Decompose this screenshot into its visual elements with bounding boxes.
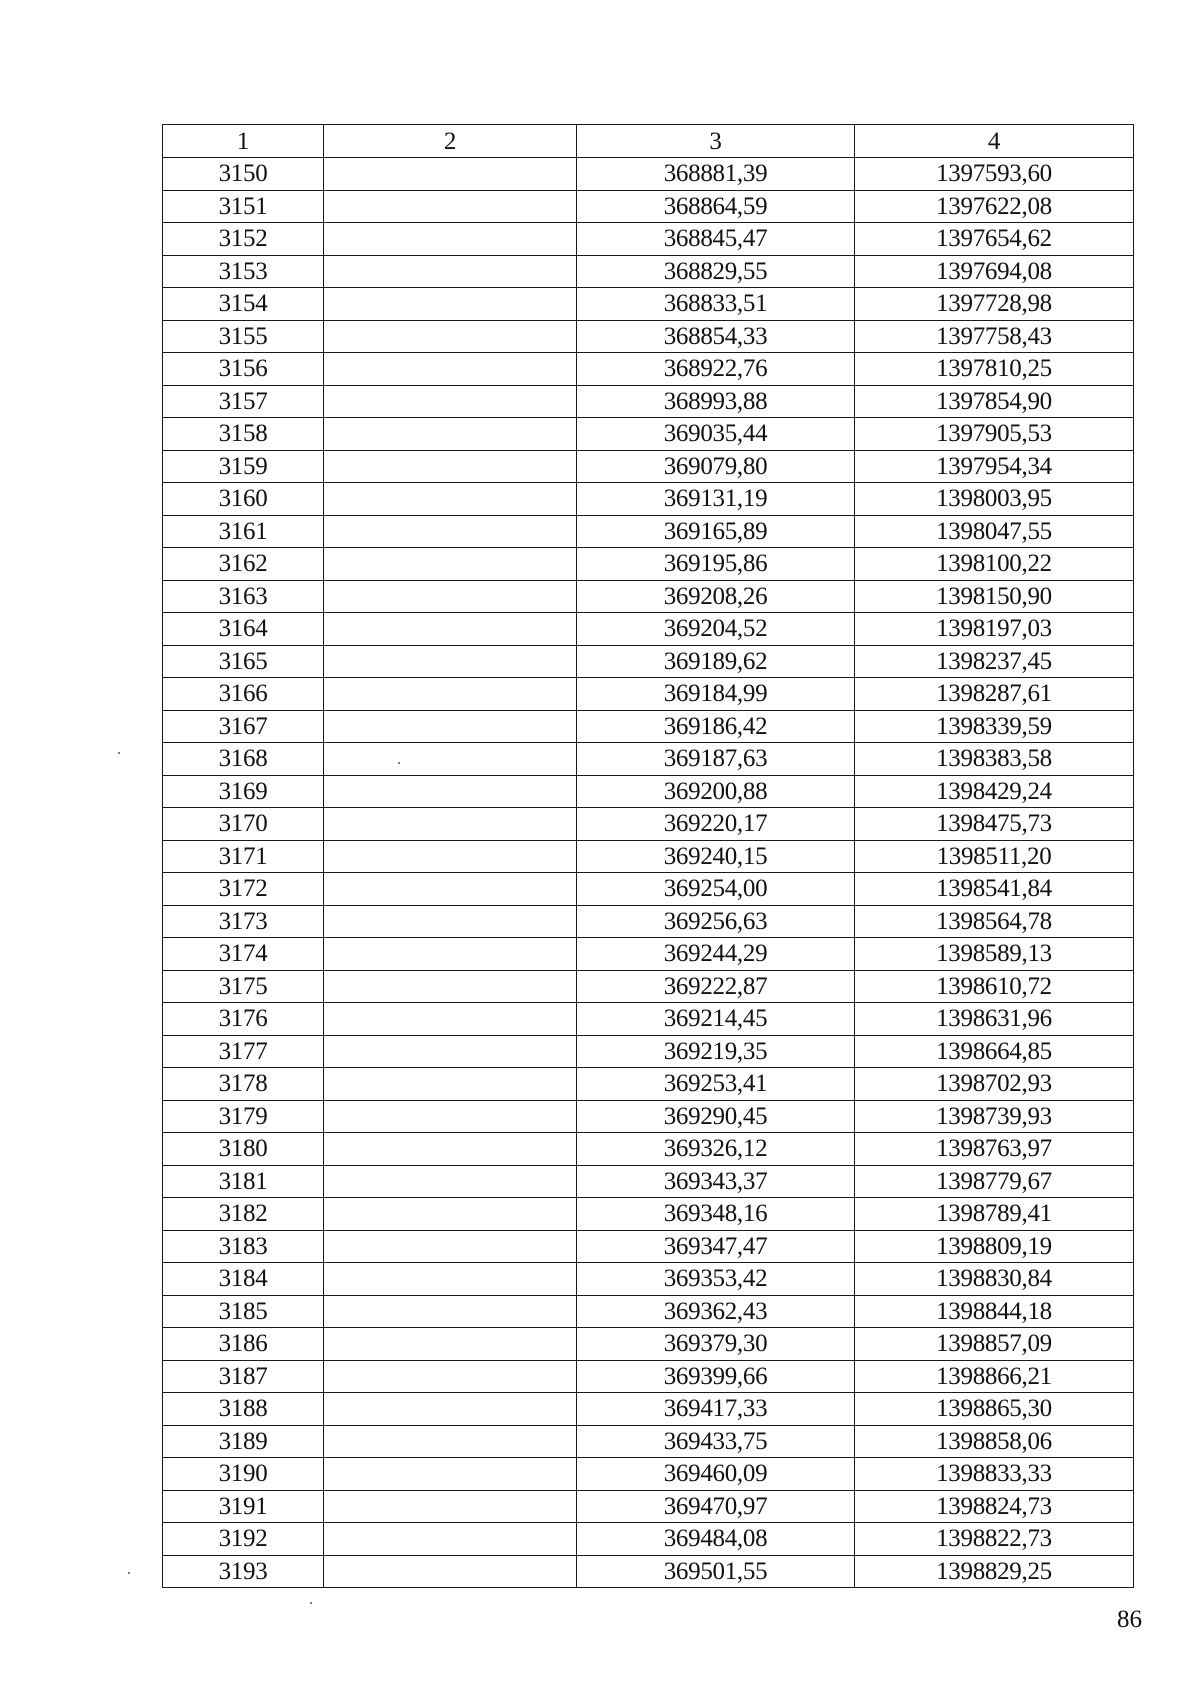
point-number-cell: 3161 (163, 515, 324, 548)
point-number-cell: 3191 (163, 1490, 324, 1523)
scan-speck (310, 1602, 312, 1604)
point-number-cell: 3183 (163, 1230, 324, 1263)
table-row (163, 1295, 1134, 1328)
x-coordinate-cell: 369240,15 (577, 840, 855, 873)
y-coordinate-cell: 1398511,20 (855, 840, 1134, 873)
y-coordinate-cell: 1398702,93 (855, 1068, 1134, 1101)
x-coordinate-cell: 369290,45 (577, 1100, 855, 1133)
blank-cell (324, 1230, 577, 1263)
table-row (163, 1263, 1134, 1296)
point-number-cell: 3163 (163, 580, 324, 613)
blank-cell (324, 288, 577, 321)
x-coordinate-cell: 368854,33 (577, 320, 855, 353)
y-coordinate-cell: 1397758,43 (855, 320, 1134, 353)
point-number-cell: 3179 (163, 1100, 324, 1133)
blank-cell (324, 1295, 577, 1328)
point-number-cell: 3186 (163, 1328, 324, 1361)
page-number: 86 (1117, 1606, 1142, 1633)
y-coordinate-cell: 1398844,18 (855, 1295, 1134, 1328)
y-coordinate-cell: 1398631,96 (855, 1003, 1134, 1036)
x-coordinate-cell: 369417,33 (577, 1393, 855, 1426)
blank-cell (324, 1100, 577, 1133)
y-coordinate-cell: 1398610,72 (855, 970, 1134, 1003)
y-coordinate-cell: 1398197,03 (855, 613, 1134, 646)
blank-cell (324, 1425, 577, 1458)
point-number-cell: 3189 (163, 1425, 324, 1458)
scan-speck (398, 762, 400, 764)
y-coordinate-cell: 1398589,13 (855, 938, 1134, 971)
table-row (163, 873, 1134, 906)
point-number-cell: 3176 (163, 1003, 324, 1036)
blank-cell (324, 873, 577, 906)
blank-cell (324, 548, 577, 581)
y-coordinate-cell: 1398100,22 (855, 548, 1134, 581)
table-row (163, 580, 1134, 613)
y-coordinate-cell: 1398564,78 (855, 905, 1134, 938)
table-row (163, 1035, 1134, 1068)
blank-cell (324, 255, 577, 288)
x-coordinate-cell: 369208,26 (577, 580, 855, 613)
table-row (163, 320, 1134, 353)
point-number-cell: 3188 (163, 1393, 324, 1426)
point-number-cell: 3165 (163, 645, 324, 678)
table-row (163, 385, 1134, 418)
y-coordinate-cell: 1398865,30 (855, 1393, 1134, 1426)
blank-cell (324, 678, 577, 711)
y-coordinate-cell: 1398822,73 (855, 1523, 1134, 1556)
table-row (163, 1068, 1134, 1101)
y-coordinate-cell: 1397654,62 (855, 223, 1134, 256)
point-number-cell: 3150 (163, 158, 324, 191)
y-coordinate-cell: 1398541,84 (855, 873, 1134, 906)
y-coordinate-cell: 1398339,59 (855, 710, 1134, 743)
y-coordinate-cell: 1397728,98 (855, 288, 1134, 321)
table-row (163, 353, 1134, 386)
blank-cell (324, 1328, 577, 1361)
blank-cell (324, 613, 577, 646)
blank-cell (324, 158, 577, 191)
blank-cell (324, 1458, 577, 1491)
table-row (163, 288, 1134, 321)
table-body (163, 158, 1134, 1588)
y-coordinate-cell: 1397854,90 (855, 385, 1134, 418)
x-coordinate-cell: 369220,17 (577, 808, 855, 841)
x-coordinate-cell: 368864,59 (577, 190, 855, 223)
x-coordinate-cell: 369347,47 (577, 1230, 855, 1263)
point-number-cell: 3171 (163, 840, 324, 873)
table-row (163, 1425, 1134, 1458)
point-number-cell: 3151 (163, 190, 324, 223)
y-coordinate-cell: 1398739,93 (855, 1100, 1134, 1133)
point-number-cell: 3175 (163, 970, 324, 1003)
y-coordinate-cell: 1398789,41 (855, 1198, 1134, 1231)
table-row (163, 1133, 1134, 1166)
table-row (163, 1523, 1134, 1556)
blank-cell (324, 808, 577, 841)
point-number-cell: 3178 (163, 1068, 324, 1101)
table-row (163, 613, 1134, 646)
y-coordinate-cell: 1398383,58 (855, 743, 1134, 776)
blank-cell (324, 1555, 577, 1588)
point-number-cell: 3153 (163, 255, 324, 288)
table-row (163, 645, 1134, 678)
table-row (163, 158, 1134, 191)
x-coordinate-cell: 369254,00 (577, 873, 855, 906)
blank-cell (324, 515, 577, 548)
point-number-cell: 3162 (163, 548, 324, 581)
table-row (163, 223, 1134, 256)
blank-cell (324, 450, 577, 483)
point-number-cell: 3192 (163, 1523, 324, 1556)
header-cell-1: 1 (163, 125, 324, 158)
blank-cell (324, 840, 577, 873)
y-coordinate-cell: 1398866,21 (855, 1360, 1134, 1393)
table-row (163, 1230, 1134, 1263)
table-row (163, 1165, 1134, 1198)
blank-cell (324, 645, 577, 678)
blank-cell (324, 223, 577, 256)
table-row (163, 1328, 1134, 1361)
point-number-cell: 3181 (163, 1165, 324, 1198)
blank-cell (324, 483, 577, 516)
point-number-cell: 3167 (163, 710, 324, 743)
table-row (163, 808, 1134, 841)
point-number-cell: 3166 (163, 678, 324, 711)
blank-cell (324, 1393, 577, 1426)
y-coordinate-cell: 1397954,34 (855, 450, 1134, 483)
x-coordinate-cell: 369079,80 (577, 450, 855, 483)
x-coordinate-cell: 369204,52 (577, 613, 855, 646)
y-coordinate-cell: 1397810,25 (855, 353, 1134, 386)
blank-cell (324, 710, 577, 743)
x-coordinate-cell: 369433,75 (577, 1425, 855, 1458)
blank-cell (324, 418, 577, 451)
x-coordinate-cell: 369484,08 (577, 1523, 855, 1556)
blank-cell (324, 190, 577, 223)
header-cell-4: 4 (855, 125, 1134, 158)
table-row (163, 743, 1134, 776)
blank-cell (324, 905, 577, 938)
table-row (163, 1198, 1134, 1231)
x-coordinate-cell: 369256,63 (577, 905, 855, 938)
y-coordinate-cell: 1398475,73 (855, 808, 1134, 841)
x-coordinate-cell: 369165,89 (577, 515, 855, 548)
table-row (163, 1458, 1134, 1491)
table-row (163, 418, 1134, 451)
point-number-cell: 3193 (163, 1555, 324, 1588)
blank-cell (324, 320, 577, 353)
point-number-cell: 3187 (163, 1360, 324, 1393)
x-coordinate-cell: 369219,35 (577, 1035, 855, 1068)
table-row (163, 710, 1134, 743)
point-number-cell: 3190 (163, 1458, 324, 1491)
y-coordinate-cell: 1397905,53 (855, 418, 1134, 451)
y-coordinate-cell: 1398833,33 (855, 1458, 1134, 1491)
table-row (163, 905, 1134, 938)
point-number-cell: 3185 (163, 1295, 324, 1328)
x-coordinate-cell: 369362,43 (577, 1295, 855, 1328)
table-row (163, 1490, 1134, 1523)
table-row (163, 840, 1134, 873)
blank-cell (324, 1360, 577, 1393)
y-coordinate-cell: 1398763,97 (855, 1133, 1134, 1166)
x-coordinate-cell: 369222,87 (577, 970, 855, 1003)
point-number-cell: 3154 (163, 288, 324, 321)
table-row (163, 483, 1134, 516)
x-coordinate-cell: 369379,30 (577, 1328, 855, 1361)
y-coordinate-cell: 1398150,90 (855, 580, 1134, 613)
blank-cell (324, 938, 577, 971)
y-coordinate-cell: 1398857,09 (855, 1328, 1134, 1361)
table-row (163, 450, 1134, 483)
y-coordinate-cell: 1397622,08 (855, 190, 1134, 223)
y-coordinate-cell: 1398429,24 (855, 775, 1134, 808)
blank-cell (324, 775, 577, 808)
point-number-cell: 3177 (163, 1035, 324, 1068)
point-number-cell: 3159 (163, 450, 324, 483)
point-number-cell: 3180 (163, 1133, 324, 1166)
table-row (163, 970, 1134, 1003)
y-coordinate-cell: 1398809,19 (855, 1230, 1134, 1263)
blank-cell (324, 353, 577, 386)
x-coordinate-cell: 369035,44 (577, 418, 855, 451)
x-coordinate-cell: 369189,62 (577, 645, 855, 678)
x-coordinate-cell: 369195,86 (577, 548, 855, 581)
y-coordinate-cell: 1398237,45 (855, 645, 1134, 678)
point-number-cell: 3169 (163, 775, 324, 808)
blank-cell (324, 1068, 577, 1101)
header-cell-2: 2 (324, 125, 577, 158)
blank-cell (324, 1165, 577, 1198)
blank-cell (324, 743, 577, 776)
x-coordinate-cell: 369343,37 (577, 1165, 855, 1198)
x-coordinate-cell: 369186,42 (577, 710, 855, 743)
table-row (163, 775, 1134, 808)
point-number-cell: 3170 (163, 808, 324, 841)
table-row (163, 1003, 1134, 1036)
point-number-cell: 3156 (163, 353, 324, 386)
x-coordinate-cell: 369184,99 (577, 678, 855, 711)
y-coordinate-cell: 1398858,06 (855, 1425, 1134, 1458)
table-row (163, 515, 1134, 548)
scan-speck (118, 752, 120, 754)
x-coordinate-cell: 369470,97 (577, 1490, 855, 1523)
x-coordinate-cell: 369353,42 (577, 1263, 855, 1296)
point-number-cell: 3155 (163, 320, 324, 353)
blank-cell (324, 385, 577, 418)
header-row (163, 125, 1134, 158)
point-number-cell: 3152 (163, 223, 324, 256)
blank-cell (324, 970, 577, 1003)
y-coordinate-cell: 1398287,61 (855, 678, 1134, 711)
y-coordinate-cell: 1397694,08 (855, 255, 1134, 288)
y-coordinate-cell: 1398779,67 (855, 1165, 1134, 1198)
x-coordinate-cell: 368993,88 (577, 385, 855, 418)
y-coordinate-cell: 1398047,55 (855, 515, 1134, 548)
table-row (163, 1100, 1134, 1133)
x-coordinate-cell: 368833,51 (577, 288, 855, 321)
point-number-cell: 3173 (163, 905, 324, 938)
x-coordinate-cell: 369214,45 (577, 1003, 855, 1036)
blank-cell (324, 1490, 577, 1523)
y-coordinate-cell: 1397593,60 (855, 158, 1134, 191)
x-coordinate-cell: 369131,19 (577, 483, 855, 516)
table-row (163, 1360, 1134, 1393)
point-number-cell: 3160 (163, 483, 324, 516)
x-coordinate-cell: 368829,55 (577, 255, 855, 288)
scan-speck (128, 1572, 130, 1574)
x-coordinate-cell: 369200,88 (577, 775, 855, 808)
blank-cell (324, 1133, 577, 1166)
point-number-cell: 3172 (163, 873, 324, 906)
blank-cell (324, 1198, 577, 1231)
x-coordinate-cell: 369244,29 (577, 938, 855, 971)
x-coordinate-cell: 368845,47 (577, 223, 855, 256)
x-coordinate-cell: 369399,66 (577, 1360, 855, 1393)
coordinates-table (162, 124, 1134, 1588)
blank-cell (324, 1523, 577, 1556)
blank-cell (324, 580, 577, 613)
y-coordinate-cell: 1398003,95 (855, 483, 1134, 516)
table-row (163, 255, 1134, 288)
blank-cell (324, 1035, 577, 1068)
blank-cell (324, 1003, 577, 1036)
table-row (163, 548, 1134, 581)
x-coordinate-cell: 369460,09 (577, 1458, 855, 1491)
x-coordinate-cell: 369501,55 (577, 1555, 855, 1588)
table-row (163, 678, 1134, 711)
point-number-cell: 3157 (163, 385, 324, 418)
x-coordinate-cell: 369253,41 (577, 1068, 855, 1101)
point-number-cell: 3184 (163, 1263, 324, 1296)
table-row (163, 190, 1134, 223)
point-number-cell: 3158 (163, 418, 324, 451)
y-coordinate-cell: 1398664,85 (855, 1035, 1134, 1068)
x-coordinate-cell: 369348,16 (577, 1198, 855, 1231)
x-coordinate-cell: 368881,39 (577, 158, 855, 191)
table-row (163, 1555, 1134, 1588)
x-coordinate-cell: 369326,12 (577, 1133, 855, 1166)
blank-cell (324, 1263, 577, 1296)
point-number-cell: 3174 (163, 938, 324, 971)
x-coordinate-cell: 369187,63 (577, 743, 855, 776)
y-coordinate-cell: 1398824,73 (855, 1490, 1134, 1523)
table-header (163, 125, 1134, 158)
table-row (163, 938, 1134, 971)
y-coordinate-cell: 1398829,25 (855, 1555, 1134, 1588)
point-number-cell: 3182 (163, 1198, 324, 1231)
y-coordinate-cell: 1398830,84 (855, 1263, 1134, 1296)
table-row (163, 1393, 1134, 1426)
point-number-cell: 3168 (163, 743, 324, 776)
x-coordinate-cell: 368922,76 (577, 353, 855, 386)
point-number-cell: 3164 (163, 613, 324, 646)
header-cell-3: 3 (577, 125, 855, 158)
